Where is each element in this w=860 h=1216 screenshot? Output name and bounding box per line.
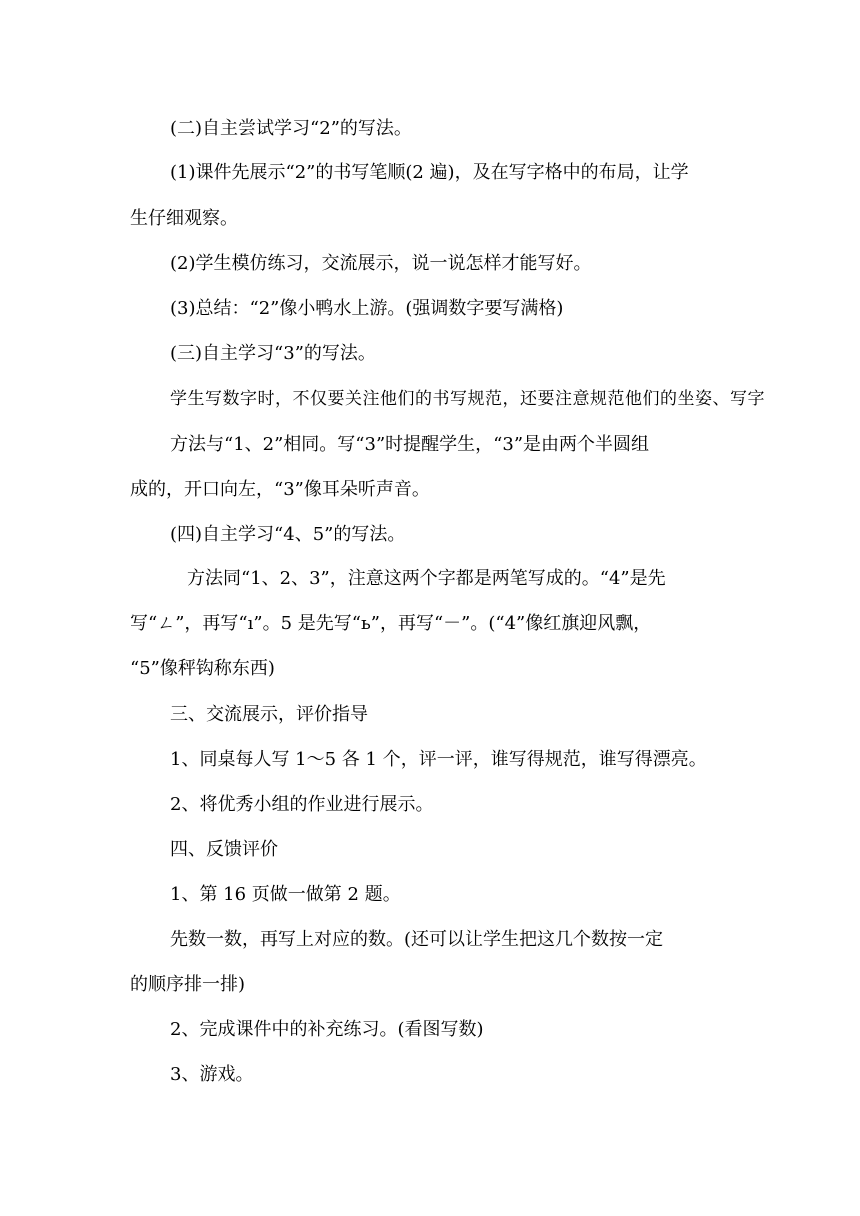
paragraph-line: 3、游戏。 [170,1064,254,1085]
paragraph-line: “5”像秤钩称东西) [130,658,275,679]
paragraph-line: (2)学生模仿练习，交流展示，说一说怎样才能写好。 [170,253,592,274]
paragraph-line: (3)总结：“2”像小鸭水上游。(强调数字要写满格) [170,298,564,319]
paragraph-line: 先数一数，再写上对应的数。(还可以让学生把这几个数按一定 [170,929,664,950]
paragraph-line: 学生写数字时，不仅要关注他们的书写规范，还要注意规范他们的坐姿、写字 [170,389,765,409]
section-heading: 四、反馈评价 [170,839,278,860]
paragraph-line: 写“ㄥ”，再写“ı”。5 是先写“ь”，再写“－”。(“4”像红旗迎风飘， [130,613,652,634]
section-heading: (四)自主学习“4、5”的写法。 [170,524,406,545]
paragraph-line: 2、完成课件中的补充练习。(看图写数) [170,1019,484,1040]
paragraph-line: 2、将优秀小组的作业进行展示。 [170,794,434,815]
section-heading: (二)自主尝试学习“2”的写法。 [170,118,412,139]
paragraph-line: 生仔细观察。 [130,208,238,229]
section-heading: 三、交流展示，评价指导 [170,704,368,725]
paragraph-line: 方法与“1、2”相同。写“3”时提醒学生，“3”是由两个半圆组 [170,434,650,455]
paragraph-line: 的顺序排一排) [130,974,246,995]
paragraph-line: 成的，开口向左，“3”像耳朵听声音。 [130,479,430,500]
paragraph-line: 1、第 16 页做一做第 2 题。 [170,884,401,905]
paragraph-line: 方法同“1、2、3”，注意这两个字都是两笔写成的。“4”是先 [187,568,666,589]
section-heading: (三)自主学习“3”的写法。 [170,343,376,364]
paragraph-line: 1、同桌每人写 1～5 各 1 个，评一评，谁写得规范，谁写得漂亮。 [170,749,707,770]
paragraph-line: (1)课件先展示“2”的书写笔顺(2 遍)，及在写字格中的布局，让学 [170,162,689,183]
